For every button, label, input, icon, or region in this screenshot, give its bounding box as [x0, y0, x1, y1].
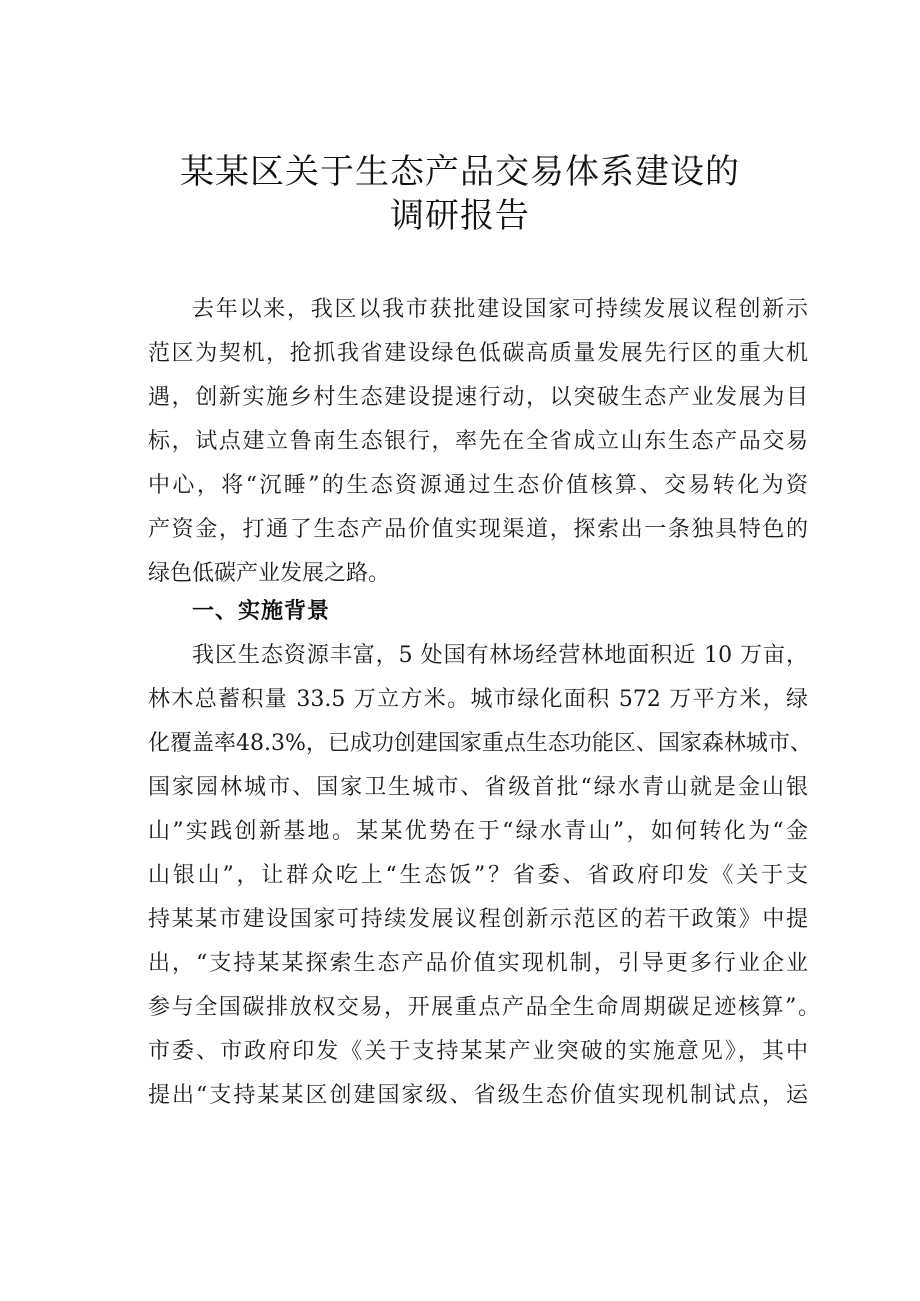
paragraph-line: 我区生态资源丰富，5 处国有林场经营林地面积近 10 万亩，	[192, 643, 808, 668]
paragraph-line: 提出“支持某某区创建国家级、省级生态价值实现机制试点，运	[148, 1083, 808, 1108]
document-title-line-1: 某某区关于生态产品交易体系建设的	[180, 152, 740, 192]
paragraph-line: 山”实践创新基地。某某优势在于“绿水青山”，如何转化为“金	[148, 819, 808, 844]
section-heading: 一、实施背景	[192, 599, 331, 624]
paragraph-line: 山银山”，让群众吃上“生态饭”？省委、省政府印发《关于支	[148, 863, 808, 888]
paragraph-line: 化覆盖率48.3%，已成功创建国家重点生态功能区、国家森林城市、	[148, 731, 812, 756]
paragraph-line: 标，试点建立鲁南生态银行，率先在全省成立山东生态产品交易	[148, 429, 808, 454]
paragraph-line: 市委、市政府印发《关于支持某某产业突破的实施意见》，其中	[148, 1039, 808, 1064]
paragraph-line: 去年以来，我区以我市获批建设国家可持续发展议程创新示	[192, 297, 808, 322]
paragraph-line: 持某某市建设国家可持续发展议程创新示范区的若干政策》中提	[148, 907, 808, 932]
paragraph-line: 林木总蓄积量 33.5 万立方米。城市绿化面积 572 万平方米，绿	[148, 687, 808, 712]
paragraph-line: 遇，创新实施乡村生态建设提速行动，以突破生态产业发展为目	[148, 385, 808, 410]
paragraph-line: 出，“支持某某探索生态产品价值实现机制，引导更多行业企业	[148, 951, 808, 976]
document-title-line-2: 调研报告	[390, 196, 530, 236]
paragraph-line: 绿色低碳产业发展之路。	[148, 561, 391, 586]
paragraph-line: 国家园林城市、国家卫生城市、省级首批“绿水青山就是金山银	[148, 775, 808, 800]
paragraph-line: 范区为契机，抢抓我省建设绿色低碳高质量发展先行区的重大机	[148, 341, 808, 366]
paragraph-line: 产资金，打通了生态产品价值实现渠道，探索出一条独具特色的	[148, 517, 808, 542]
paragraph-line: 参与全国碳排放权交易，开展重点产品全生命周期碳足迹核算”。	[148, 995, 820, 1020]
paragraph-line: 中心，将“沉睡”的生态资源通过生态价值核算、交易转化为资	[148, 473, 808, 498]
